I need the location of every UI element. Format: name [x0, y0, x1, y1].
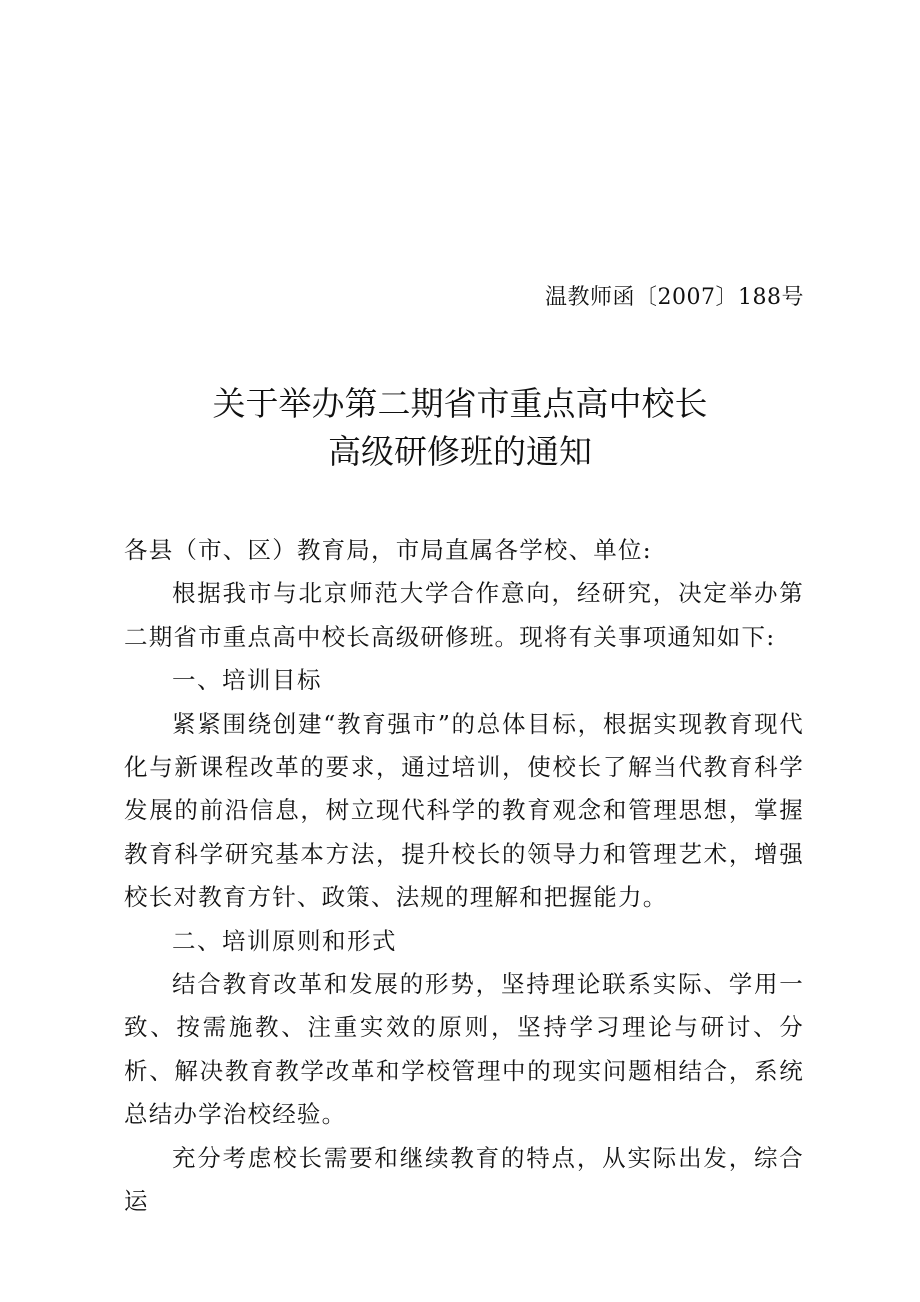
- salutation: 各县（市、区）教育局，市局直属各学校、单位:: [124, 536, 652, 564]
- document-body: [124, 529, 804, 1224]
- title-line-1: 关于举办第二期省市重点高中校长: [212, 384, 708, 423]
- section-1-heading: 一、培训目标: [172, 666, 322, 695]
- section-2-paragraph-2: 充分考虑校长需要和继续教育的特点，从实际出发，综合运: [124, 1143, 804, 1216]
- document-title: [0, 380, 920, 476]
- section-1-paragraph: 紧紧围绕创建“教育强市”的总体目标，根据实现教育现代化与新课程改革的要求，通过培训，使校长了解当代教育科学发展的前沿信息，树立现代科学的教育观念和管理思想，掌握教育科学研究基本方法，提升校长的领导力和管理艺术，增强校长对教育方针、政策、法规的理解和把握能力。: [124, 709, 804, 912]
- intro-paragraph: 根据我市与北京师范大学合作意向，经研究，决定举办第二期省市重点高中校长高级研修班。现将有关事项通知如下:: [124, 579, 804, 651]
- title-line-2: 高级研修班的通知: [328, 432, 592, 471]
- document-number: 温教师函〔2007〕188号: [545, 285, 804, 310]
- section-2-paragraph-1: 结合教育改革和发展的形势，坚持理论联系实际、学用一致、按需施教、注重实效的原则，坚持学习理论与研讨、分析、解决教育教学改革和学校管理中的现实问题相结合，系统总结办学治校经验。: [124, 970, 804, 1129]
- section-2-heading: 二、培训原则和形式: [172, 926, 397, 955]
